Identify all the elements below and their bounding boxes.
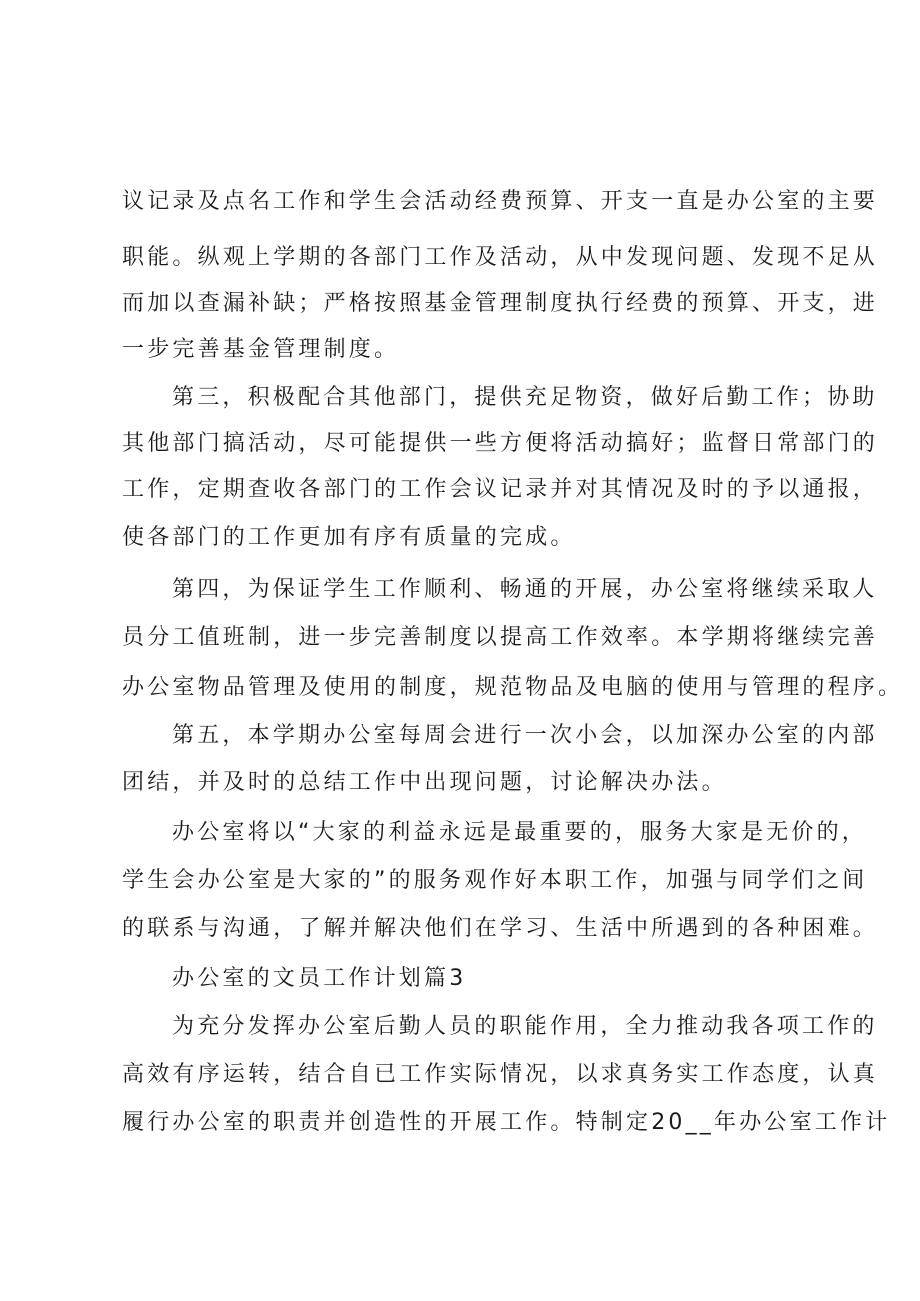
section-heading: 办公室的文员工作计划篇3 xyxy=(172,966,467,991)
paragraph-start-line: 为充分发挥办公室后勤人员的职能作用，全力推动我各项工作的 xyxy=(172,1014,878,1039)
text-line: 员分工值班制，进一步完善制度以提高工作效率。本学期将继续完善 xyxy=(122,625,879,650)
paragraph-start-line: 第三，积极配合其他部门，提供充足物资，做好后勤工作；协助 xyxy=(172,385,878,410)
text-line: 的联系与沟通，了解并解决他们在学习、生活中所遇到的各种困难。 xyxy=(122,916,879,941)
text-line: 职能。纵观上学期的各部门工作及活动，从中发现问题、发现不足从 xyxy=(122,245,879,270)
text-line: 团结，并及时的总结工作中出现问题，讨论解决办法。 xyxy=(122,770,727,795)
paragraph-start-line: 办公室将以“大家的利益永远是最重要的，服务大家是无价的， xyxy=(172,820,867,845)
text-line: 其他部门搞活动，尽可能提供一些方便将活动搞好；监督日常部门的 xyxy=(122,431,879,456)
text-line: 高效有序运转，结合自已工作实际情况，以求真务实工作态度，认真 xyxy=(122,1062,879,1087)
text-line: 履行办公室的职责并创造性的开展工作。特制定20__年办公室工作计 xyxy=(122,1110,891,1135)
text-line: 而加以查漏补缺；严格按照基金管理制度执行经费的预算、开支，进 xyxy=(122,291,879,316)
text-line: 使各部门的工作更加有序有质量的完成。 xyxy=(122,525,576,550)
paragraph-start-line: 第五，本学期办公室每周会进行一次小会，以加深办公室的内部 xyxy=(172,723,878,748)
text-line: 议记录及点名工作和学生会活动经费预算、开支一直是办公室的主要 xyxy=(122,189,879,214)
text-line: 学生会办公室是大家的”的服务观作好本职工作，加强与同学们之间 xyxy=(122,868,868,893)
text-line: 办公室物品管理及使用的制度，规范物品及电脑的使用与管理的程序。 xyxy=(122,675,904,700)
text-line: 一步完善基金管理制度。 xyxy=(122,337,400,362)
text-line: 工作，定期查收各部门的工作会议记录并对其情况及时的予以通报， xyxy=(122,477,879,502)
paragraph-start-line: 第四，为保证学生工作顺利、畅通的开展，办公室将继续采取人 xyxy=(172,577,878,602)
